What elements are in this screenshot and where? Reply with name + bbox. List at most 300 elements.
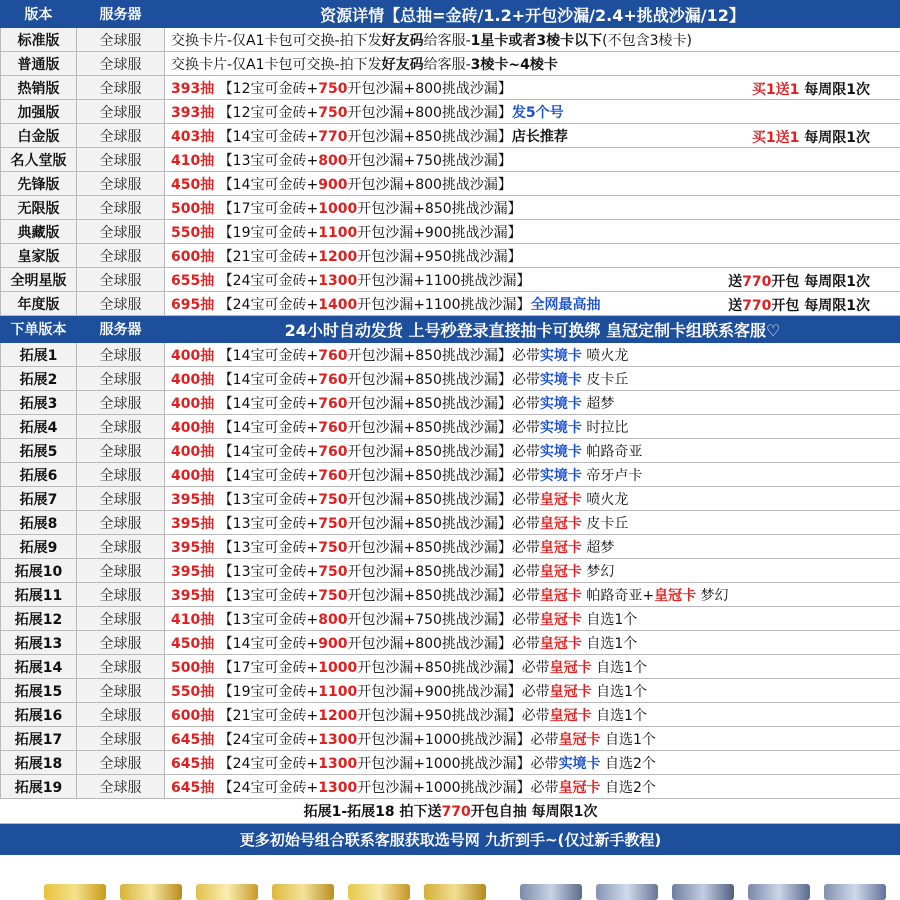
- detail-text: 开包沙漏+900挑战沙漏】: [357, 224, 522, 241]
- detail-text: 【14宝可金砖+: [214, 128, 319, 145]
- resource-details: [165, 679, 900, 703]
- table-row: [1, 655, 900, 679]
- highlight-red-text: 403抽: [171, 128, 215, 145]
- detail-text: 开包沙漏+1000挑战沙漏】必带: [357, 755, 559, 772]
- detail-text: 【24宝可金砖+: [214, 296, 319, 313]
- card-thumbnails-strip: [0, 876, 900, 900]
- details-main: [171, 153, 512, 169]
- resource-details: [165, 751, 900, 775]
- table-row: [1, 220, 900, 244]
- details-main: [171, 492, 628, 508]
- detail-text: 喷火龙: [581, 347, 629, 364]
- highlight-red-text: 1100: [318, 683, 358, 700]
- version-name: 拓展5: [1, 439, 77, 463]
- detail-text: 【12宝可金砖+: [214, 104, 319, 121]
- highlight-red-text: 900: [318, 176, 348, 193]
- table-row: [1, 775, 900, 799]
- detail-text: 自选1个: [581, 611, 638, 628]
- banner-text: 更多初始号组合联系客服获取选号网 九折到手~(仅过新手教程): [1, 824, 900, 855]
- version-name: 标准版: [1, 28, 77, 52]
- highlight-red-text: 750: [318, 587, 348, 604]
- detail-text: 超梦: [581, 539, 615, 556]
- detail-text: 开包 每周限1次: [771, 298, 870, 314]
- detail-text: 【13宝可金砖+: [214, 152, 319, 169]
- detail-text: 每周限1次: [799, 130, 870, 146]
- detail-text: 超梦: [581, 395, 615, 412]
- server-name: 全球服: [77, 100, 165, 124]
- highlight-red-text: 400抽: [171, 443, 215, 460]
- table-row: [1, 100, 900, 124]
- server-name: 全球服: [77, 415, 165, 439]
- promo-note: [728, 295, 870, 315]
- highlight-red-text: 760: [318, 371, 348, 388]
- highlight-red-text: 750: [318, 104, 348, 121]
- highlight-red-text: 393抽: [171, 104, 215, 121]
- highlight-red-text: 645抽: [171, 731, 215, 748]
- details-main: [171, 105, 564, 121]
- highlight-red-text: 皇冠卡: [549, 659, 592, 676]
- detail-text: 店长推荐: [511, 128, 568, 145]
- highlight-red-text: 760: [318, 347, 348, 364]
- details-main: [171, 612, 637, 628]
- details-main: [171, 225, 522, 241]
- resource-details: [165, 583, 900, 607]
- details-main: [171, 444, 642, 460]
- highlight-red-text: 500抽: [171, 200, 215, 217]
- highlight-red-text: 皇冠卡: [539, 491, 582, 508]
- table-row: [1, 292, 900, 316]
- version-name: 热销版: [1, 76, 77, 100]
- table-row: [1, 607, 900, 631]
- highlight-red-text: 395抽: [171, 539, 215, 556]
- version-name: 白金版: [1, 124, 77, 148]
- resource-details: [165, 703, 900, 727]
- promo-note: [728, 271, 870, 291]
- detail-text: 梦幻: [696, 587, 729, 604]
- details-main: [171, 129, 568, 145]
- header2-server: 服务器: [77, 316, 165, 343]
- version-name: 全明星版: [1, 268, 77, 292]
- detail-text: 自选2个: [600, 755, 656, 772]
- highlight-red-text: 1300: [318, 779, 358, 796]
- detail-text: 自选1个: [591, 683, 648, 700]
- table-row: [1, 415, 900, 439]
- detail-text: 【13宝可金砖+: [214, 539, 319, 556]
- server-name: 全球服: [77, 631, 165, 655]
- detail-text: 梦幻: [581, 563, 615, 580]
- card-thumbnail: [672, 884, 734, 900]
- highlight-red-text: 760: [318, 419, 348, 436]
- detail-text: 开包沙漏+850挑战沙漏】必带: [357, 659, 550, 676]
- table-row: [1, 727, 900, 751]
- detail-text: 开包沙漏+850挑战沙漏】: [347, 128, 512, 145]
- server-name: 全球服: [77, 727, 165, 751]
- highlight-red-text: 1200: [318, 707, 358, 724]
- server-name: 全球服: [77, 463, 165, 487]
- server-name: 全球服: [77, 76, 165, 100]
- table-row: [1, 52, 900, 76]
- highlight-red-text: 645抽: [171, 755, 215, 772]
- details-main: [171, 177, 512, 193]
- detail-text: 开包沙漏+850挑战沙漏】必带: [347, 539, 540, 556]
- detail-text: 皮卡丘: [581, 515, 629, 532]
- resource-details: [165, 415, 900, 439]
- version-name: 普通版: [1, 52, 77, 76]
- highlight-red-text: 1200: [318, 248, 358, 265]
- detail-text: 开包沙漏+1000挑战沙漏】必带: [357, 779, 559, 796]
- highlight-blue-text: 实境卡: [558, 755, 601, 772]
- resource-details: [165, 439, 900, 463]
- details-main: [171, 372, 628, 388]
- highlight-red-text: 买1送1: [751, 82, 800, 98]
- highlight-red-text: 1300: [318, 272, 358, 289]
- highlight-red-text: 皇冠卡: [539, 515, 582, 532]
- version-name: 拓展17: [1, 727, 77, 751]
- detail-text: 交换卡片-仅A1卡包可交换-拍下发: [171, 56, 382, 73]
- footer-row: [1, 799, 900, 824]
- version-name: 拓展9: [1, 535, 77, 559]
- version-name: 名人堂版: [1, 148, 77, 172]
- detail-text: 【12宝可金砖+: [214, 80, 319, 97]
- table-row: [1, 751, 900, 775]
- detail-text: 开包自抽 每周限1次: [470, 804, 598, 820]
- server-name: 全球服: [77, 655, 165, 679]
- version-name: 拓展13: [1, 631, 77, 655]
- highlight-red-text: 皇冠卡: [539, 563, 582, 580]
- resource-details: [165, 367, 900, 391]
- highlight-red-text: 皇冠卡: [558, 779, 601, 796]
- highlight-red-text: 皇冠卡: [539, 611, 582, 628]
- detail-text: 给客服-: [423, 32, 471, 49]
- detail-text: 时拉比: [581, 419, 629, 436]
- resource-details: [165, 28, 900, 52]
- server-name: 全球服: [77, 292, 165, 316]
- version-name: 年度版: [1, 292, 77, 316]
- table-row: [1, 244, 900, 268]
- highlight-red-text: 770: [742, 298, 772, 314]
- detail-text: 开包沙漏+850挑战沙漏】必带: [347, 419, 540, 436]
- resource-details: [165, 655, 900, 679]
- detail-text: 【24宝可金砖+: [214, 779, 319, 796]
- header2-details: 24小时自动发货 上号秒登录直接抽卡可换绑 皇冠定制卡组联系客服♡: [165, 316, 900, 343]
- highlight-red-text: 760: [318, 443, 348, 460]
- highlight-red-text: 400抽: [171, 467, 215, 484]
- card-thumbnail: [424, 884, 486, 900]
- detail-text: 拓展1-拓展18 拍下送: [303, 804, 442, 820]
- highlight-red-text: 1000: [318, 200, 358, 217]
- table-row: [1, 172, 900, 196]
- server-name: 全球服: [77, 439, 165, 463]
- highlight-red-text: 770: [441, 804, 471, 820]
- highlight-red-text: 410抽: [171, 611, 215, 628]
- server-name: 全球服: [77, 367, 165, 391]
- details-main: [171, 540, 614, 556]
- detail-text: 每周限1次: [799, 82, 870, 98]
- details-main: [171, 57, 558, 73]
- server-name: 全球服: [77, 511, 165, 535]
- highlight-red-text: 450抽: [171, 176, 215, 193]
- promo-note: [752, 79, 870, 99]
- resource-details: [165, 775, 900, 799]
- table-row: [1, 583, 900, 607]
- details-main: [171, 249, 522, 265]
- highlight-red-text: 买1送1: [751, 130, 800, 146]
- server-name: 全球服: [77, 751, 165, 775]
- highlight-blue-text: 实境卡: [539, 443, 582, 460]
- highlight-red-text: 410抽: [171, 152, 215, 169]
- detail-text: 开包沙漏+850挑战沙漏】必带: [347, 515, 540, 532]
- details-main: [171, 660, 647, 676]
- resource-details: [165, 76, 900, 100]
- detail-text: 开包沙漏+850挑战沙漏】必带: [347, 371, 540, 388]
- details-main: [171, 201, 522, 217]
- version-name: 拓展11: [1, 583, 77, 607]
- detail-text: 【17宝可金砖+: [214, 659, 319, 676]
- resource-details: [165, 343, 900, 367]
- highlight-red-text: 550抽: [171, 224, 215, 241]
- server-name: 全球服: [77, 703, 165, 727]
- detail-text: 【14宝可金砖+: [214, 347, 319, 364]
- resource-details: [165, 535, 900, 559]
- detail-text: 开包沙漏+750挑战沙漏】: [347, 152, 512, 169]
- detail-text: 好友码: [381, 56, 424, 73]
- resource-details: [165, 220, 900, 244]
- detail-text: 开包沙漏+850挑战沙漏】: [357, 200, 522, 217]
- server-name: 全球服: [77, 679, 165, 703]
- highlight-red-text: 750: [318, 80, 348, 97]
- highlight-red-text: 655抽: [171, 272, 215, 289]
- detail-text: 开包沙漏+750挑战沙漏】必带: [347, 611, 540, 628]
- highlight-red-text: 1300: [318, 731, 358, 748]
- table-row: [1, 148, 900, 172]
- version-name: 拓展18: [1, 751, 77, 775]
- highlight-red-text: 皇冠卡: [549, 707, 592, 724]
- card-thumbnail: [44, 884, 106, 900]
- detail-text: 自选1个: [581, 635, 638, 652]
- version-name: 拓展4: [1, 415, 77, 439]
- highlight-red-text: 1400: [318, 296, 358, 313]
- details-main: [171, 732, 656, 748]
- card-thumbnail: [196, 884, 258, 900]
- server-name: 全球服: [77, 775, 165, 799]
- detail-text: 帝牙卢卡: [581, 467, 643, 484]
- resource-details: [165, 100, 900, 124]
- detail-text: 喷火龙: [581, 491, 629, 508]
- resource-details: [165, 487, 900, 511]
- table-row: [1, 343, 900, 367]
- highlight-red-text: 500抽: [171, 659, 215, 676]
- resource-details: [165, 196, 900, 220]
- card-thumbnail: [596, 884, 658, 900]
- highlight-red-text: 395抽: [171, 587, 215, 604]
- highlight-red-text: 1100: [318, 224, 358, 241]
- highlight-red-text: 600抽: [171, 248, 215, 265]
- version-name: 拓展8: [1, 511, 77, 535]
- header-version: 版本: [1, 1, 77, 28]
- header-row-2: [1, 316, 900, 343]
- table-row: [1, 463, 900, 487]
- detail-text: 自选1个: [591, 707, 648, 724]
- detail-text: 自选2个: [600, 779, 656, 796]
- card-thumbnail: [748, 884, 810, 900]
- detail-text: 开包沙漏+850挑战沙漏】必带: [347, 563, 540, 580]
- highlight-red-text: 皇冠卡: [539, 587, 582, 604]
- version-name: 拓展19: [1, 775, 77, 799]
- header-details: 资源详情【总抽=金砖/1.2+开包沙漏/2.4+挑战沙漏/12】: [165, 1, 900, 28]
- detail-text: 【24宝可金砖+: [214, 272, 319, 289]
- detail-text: 开包沙漏+1100挑战沙漏】: [357, 296, 531, 313]
- detail-text: 【19宝可金砖+: [214, 224, 319, 241]
- detail-text: 开包沙漏+850挑战沙漏】必带: [347, 491, 540, 508]
- detail-text: 自选1个: [600, 731, 656, 748]
- card-thumbnail: [120, 884, 182, 900]
- resource-details: [165, 511, 900, 535]
- version-name: 先锋版: [1, 172, 77, 196]
- detail-text: 3棱卡~4棱卡: [470, 56, 558, 73]
- version-name: 拓展15: [1, 679, 77, 703]
- version-name: 拓展2: [1, 367, 77, 391]
- server-name: 全球服: [77, 487, 165, 511]
- highlight-red-text: 400抽: [171, 347, 215, 364]
- server-name: 全球服: [77, 268, 165, 292]
- detail-text: 【19宝可金砖+: [214, 683, 319, 700]
- highlight-red-text: 645抽: [171, 779, 215, 796]
- highlight-red-text: 395抽: [171, 515, 215, 532]
- version-name: 无限版: [1, 196, 77, 220]
- highlight-red-text: 750: [318, 491, 348, 508]
- details-main: [171, 420, 628, 436]
- detail-text: 帕路奇亚+: [581, 587, 655, 604]
- highlight-red-text: 400抽: [171, 395, 215, 412]
- card-thumbnail: [348, 884, 410, 900]
- detail-text: 开包沙漏+850挑战沙漏】必带: [347, 467, 540, 484]
- detail-text: 【17宝可金砖+: [214, 200, 319, 217]
- details-main: [171, 588, 729, 604]
- highlight-red-text: 750: [318, 515, 348, 532]
- details-main: [171, 468, 642, 484]
- highlight-red-text: 400抽: [171, 419, 215, 436]
- resource-details: [165, 631, 900, 655]
- detail-text: 【14宝可金砖+: [214, 395, 319, 412]
- promo-note: [752, 127, 870, 147]
- detail-text: 开包沙漏+1000挑战沙漏】必带: [357, 731, 559, 748]
- detail-text: 开包沙漏+800挑战沙漏】: [347, 80, 512, 97]
- table-row: [1, 559, 900, 583]
- resource-details: [165, 244, 900, 268]
- header-row: [1, 1, 900, 28]
- detail-text: 给客服-: [423, 56, 471, 73]
- detail-text: 开包沙漏+850挑战沙漏】必带: [347, 587, 540, 604]
- header2-version: 下单版本: [1, 316, 77, 343]
- highlight-blue-text: 实境卡: [539, 395, 582, 412]
- table-row: [1, 196, 900, 220]
- version-name: 拓展14: [1, 655, 77, 679]
- highlight-red-text: 皇冠卡: [558, 731, 601, 748]
- details-main: [171, 564, 614, 580]
- highlight-red-text: 900: [318, 635, 348, 652]
- highlight-red-text: 770: [318, 128, 348, 145]
- details-main: [171, 273, 531, 289]
- server-name: 全球服: [77, 244, 165, 268]
- table-row: [1, 268, 900, 292]
- highlight-red-text: 皇冠卡: [549, 683, 592, 700]
- version-name: 拓展1: [1, 343, 77, 367]
- highlight-red-text: 400抽: [171, 371, 215, 388]
- highlight-red-text: 皇冠卡: [654, 587, 697, 604]
- detail-text: 开包沙漏+850挑战沙漏】必带: [347, 347, 540, 364]
- highlight-blue-text: 实境卡: [539, 419, 582, 436]
- version-name: 拓展3: [1, 391, 77, 415]
- server-name: 全球服: [77, 52, 165, 76]
- highlight-red-text: 760: [318, 467, 348, 484]
- resource-details: [165, 559, 900, 583]
- detail-text: 【14宝可金砖+: [214, 419, 319, 436]
- detail-text: 【21宝可金砖+: [214, 707, 319, 724]
- detail-text: 开包 每周限1次: [771, 274, 870, 290]
- header-server: 服务器: [77, 1, 165, 28]
- version-name: 典藏版: [1, 220, 77, 244]
- highlight-red-text: 800: [318, 152, 348, 169]
- resource-details: [165, 148, 900, 172]
- version-name: 皇家版: [1, 244, 77, 268]
- detail-text: 送: [728, 274, 743, 290]
- highlight-blue-text: 实境卡: [539, 467, 582, 484]
- table-row: [1, 511, 900, 535]
- highlight-blue-text: 实境卡: [539, 371, 582, 388]
- details-main: [171, 348, 628, 364]
- detail-text: 【14宝可金砖+: [214, 467, 319, 484]
- card-thumbnail: [272, 884, 334, 900]
- details-main: [171, 756, 656, 772]
- card-thumbnail: [824, 884, 886, 900]
- highlight-blue-text: 发5个号: [511, 104, 564, 121]
- detail-text: 好友码: [381, 32, 424, 49]
- details-main: [171, 636, 637, 652]
- detail-text: 自选1个: [591, 659, 648, 676]
- server-name: 全球服: [77, 196, 165, 220]
- table-row: [1, 487, 900, 511]
- version-name: 拓展6: [1, 463, 77, 487]
- table-row: [1, 391, 900, 415]
- server-name: 全球服: [77, 28, 165, 52]
- resource-details: [165, 268, 900, 292]
- highlight-red-text: 395抽: [171, 491, 215, 508]
- details-main: [171, 396, 614, 412]
- detail-text: 开包沙漏+800挑战沙漏】: [347, 104, 512, 121]
- highlight-red-text: 1300: [318, 755, 358, 772]
- detail-text: 开包沙漏+850挑战沙漏】必带: [347, 443, 540, 460]
- detail-text: 开包沙漏+900挑战沙漏】必带: [357, 683, 550, 700]
- version-name: 拓展16: [1, 703, 77, 727]
- detail-text: 【21宝可金砖+: [214, 248, 319, 265]
- table-row: [1, 367, 900, 391]
- detail-text: 开包沙漏+950挑战沙漏】: [357, 248, 522, 265]
- details-main: [171, 780, 656, 796]
- highlight-blue-text: 实境卡: [539, 347, 582, 364]
- server-name: 全球服: [77, 535, 165, 559]
- highlight-blue-text: 全网最高抽: [530, 296, 601, 313]
- table-row: [1, 439, 900, 463]
- detail-text: 【24宝可金砖+: [214, 731, 319, 748]
- server-name: 全球服: [77, 124, 165, 148]
- highlight-red-text: 750: [318, 539, 348, 556]
- detail-text: (不包含3棱卡): [602, 32, 692, 49]
- server-name: 全球服: [77, 607, 165, 631]
- highlight-red-text: 393抽: [171, 80, 215, 97]
- resource-details: [165, 463, 900, 487]
- highlight-red-text: 760: [318, 395, 348, 412]
- details-main: [171, 33, 692, 49]
